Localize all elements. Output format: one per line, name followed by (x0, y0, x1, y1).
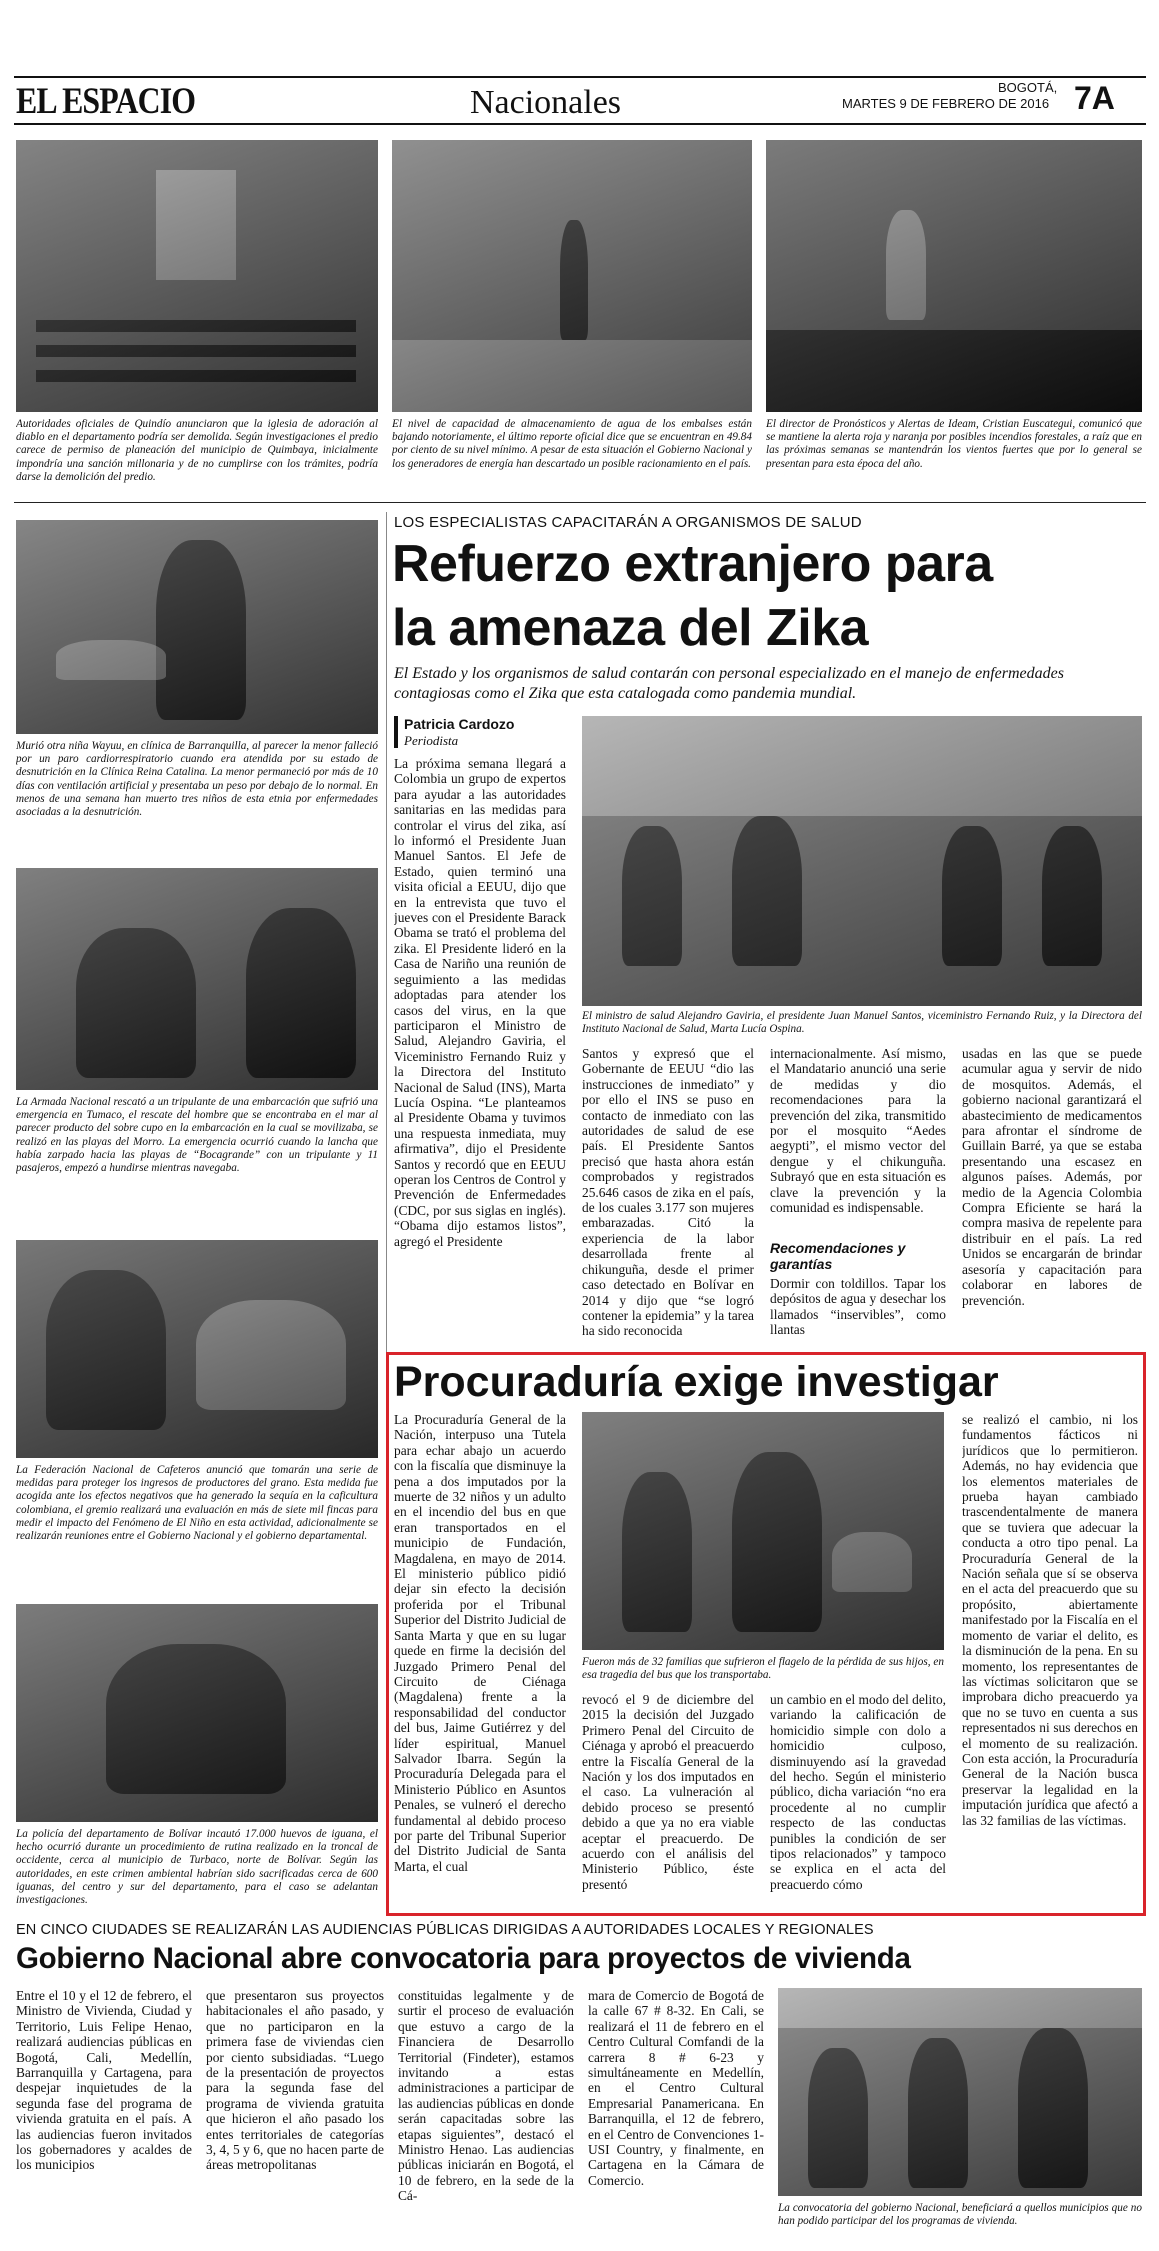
zika-deck: El Estado y los organismos de salud contarán con personal especializado en el manejo de enfermedades contagiosas como el Zika que esta catalogada como pandemia mundial. (394, 665, 1064, 702)
section-title: Nacionales (470, 84, 622, 121)
byline-role: Periodista (404, 733, 459, 748)
forest-fire-photo (766, 140, 1142, 412)
newspaper-logo: EL ESPACIO (16, 81, 196, 122)
zika-kicker: LOS ESPECIALISTAS CAPACITARÁN A ORGANISMOS DE SALUD (394, 514, 862, 531)
procuraduria-column-4: se realizó el cambio, ni los fundamentos fácticos ni jurídicos que lo permitieron. Además, no hay evidencia que los elementos materiales de prueba hayan cambiado trascendentalmente de manera que se tuviera que adecuar la conducta a otro tipo penal. La Procuraduría General de la Nación señala que sí se observa en el acta del preacuerdo que su propósito, abiertamente manifestado por la Fiscalía en el momento de variar el delito, es la disminución de la pena. En su momento, los representantes de las víctimas solicitaron que se improbara dicho preacuerdo ya que no se tuvo en cuenta a sus representados ni sus derechos en el momento de su realización. Con esta acción, la Procuraduría General de la Nación busca preservar la legalidad en la imputación jurídica que afectó a las 32 familias de las víctimas. (962, 1412, 1138, 1828)
zika-column-3b: Dormir con toldillos. Tapar los depósitos de agua y desechar los llamados “inservibles”, como llantas (770, 1276, 946, 1338)
vivienda-column-4: mara de Comercio de Bogotá de la calle 67 # 8-32. En Cali, se realizará el 11 de febrero en el Centro Cultural Comfandi de la carrera 8 # 6-23 y simultáneamente en Medellín, en el Centro Cultural Empresarial Panamericana. En Barranquilla, el 12 de febrero, en el Centro de Convenciones 1-USI Country, y finalmente, en Cartagena en la Cámara de Comercio. (588, 1988, 764, 2188)
vivienda-headline: Gobierno Nacional abre convocatoria para proyectos de vivienda (16, 1942, 911, 1975)
vivienda-kicker: EN CINCO CIUDADES SE REALIZARÁN LAS AUDIENCIAS PÚBLICAS DIRIGIDAS A AUTORIDADES LOCALES Y REGIONALES (16, 1922, 874, 1938)
section-divider (14, 502, 1146, 503)
vivienda-photo-caption: La convocatoria del gobierno Nacional, beneficiará a quellos municipios que no han podido participar del los programas de vivienda. (778, 2202, 1142, 2228)
bus-victims-photo (582, 1412, 944, 1650)
procuraduria-column-2: revocó el 9 de diciembre del 2015 la decisión del Juzgado Primero Penal del Circuito de Ciénaga y aprobó el preacuerdo entre la Fiscalía General de la Nación y los dos imputados en el caso. La vulneración al debido proceso se presentó debido a que ya no era viable aceptar el preacuerdo. De acuerdo con el análisis del Ministerio Público, éste presentó (582, 1692, 754, 1892)
zika-column-3a: internacionalmente. Así mismo, el Mandatario anunció una serie de medidas y dio recomendaciones para la prevención del zika, transmitido por el mosquito “Aedes aegypti”, el mismo vector del dengue y el chikunguña. Subrayó que en esta situación es clave la prevención y la comunidad es indispensable. (770, 1046, 946, 1216)
zika-subhead: Recomendaciones y garantías (770, 1240, 906, 1272)
procuraduria-column-1: La Procuraduría General de la Nación, interpuso una Tutela para echar abajo un acuerdo con la fiscalía que disminuye la pena a dos imputados por la muerte de 32 niños y un adulto en el incendio del bus en que eran transportados en el municipio de Fundación, Magdalena, en mayo de 2014. El ministerio público pidió dejar sin efecto la decisión proferida por el Tribunal Superior del Distrito Judicial de Santa Marta y que en su lugar quede en firme la decisión del Juzgado Primero Penal del Circuito de Ciénaga (Magdalena) frente a la responsabilidad del conductor del bus, Jaime Gutiérrez y del líder espiritual, Manuel Salvador Ibarra. Según la Procuraduría Delegada para el Ministerio Público en Asuntos Penales, se vulneró el derecho fundamental al debido proceso por parte del Tribunal Superior del Distrito Judicial de Santa Marta, el cual (394, 1412, 566, 1874)
navy-rescue-caption: La Armada Nacional rescató a un tripulante de una embarcación que sufrió una emergencia en Tumaco, el rescate del hombre que se encontraba en el mar al parecer producto del sobre cupo en la embarcación en la cual se movilizaba, se realizó en las playas del Morro. La emergencia ocurrió cuando la lancha que había zarpado hacia las playas de “Bocagrande” con un tripulante y 11 pasajeros, empezó a hundirse mientras navegaba. (16, 1096, 378, 1175)
coffee-photo (16, 1240, 378, 1458)
bus-victims-caption: Fueron más de 32 familias que sufrieron el flagelo de la pérdida de sus hijos, en esa tragedia del bus que los transportaba. (582, 1656, 944, 1682)
zika-column-2: Santos y expresó que el Gobernante de EEUU “dio las instrucciones de inmediato” y por ello el INS se puso en contacto de inmediato con las autoridades de salud de ese país. El Presidente Santos precisó que hasta ahora están comprobados y registrados 25.646 casos de zika en el país, de los cuales 3.177 son mujeres embarazadas. Citó la experiencia de la labor desarrollada frente al chikunguña, desde el primer caso detectado en Bolívar en 2014 y dijo que “se logró contener la epidemia” y la tarea ha sido reconocida (582, 1046, 754, 1339)
wayuu-child-photo (16, 520, 378, 734)
zika-photo-caption: El ministro de salud Alejandro Gaviria, el presidente Juan Manuel Santos, viceministro Fernando Ruiz, y la Directora del Instituto Nacional de Salud, Marta Lucía Ospina. (582, 1010, 1142, 1036)
zika-column-1: La próxima semana llegará a Colombia un grupo de expertos para ayudar a las autoridades sanitarias en las medidas para controlar el virus del zika, así lo informó el Presidente Juan Manuel Santos. El Jefe de Estado, quien terminó una visita oficial a EEUU, dijo que en la entrevista que tuvo el jueves con el Presidente Barack Obama se trató el problema del zika. El Presidente lideró en la Casa de Nariño una reunión de seguimiento a las medidas adoptadas para atender los casos del virus, en la que participaron el Ministro de Salud, Alejandro Gaviria, el Viceministro Fernando Ruiz y la Directora del Instituto Nacional de Salud (INS), Marta Lucía Ospina. “Le planteamos al Presidente Obama y tuvimos una respuesta inmediata, muy afirmativa”, dijo el Presidente Santos y recordó que en EEUU operan los Centros de Control y Prevención de Enfermedades (CDC, por sus siglas en inglés). “Obama dijo estamos listos”, agregó el Presidente (394, 756, 566, 1249)
procuraduria-headline: Procuraduría exige investigar (394, 1358, 999, 1406)
vivienda-column-2: que presentaron sus proyectos habitacionales el año pasado, y que no participaron en la primera fase de viviendas cien por ciento subsidiadas. “Luego de la presentación de proyectos para la segunda fase del programa de vivienda gratuita que hicieron el año pasado los entes territoriales de categorías 3, 4, 5 y 6, que no hacen parte de áreas metropolitanas (206, 1988, 384, 2173)
church-photo (16, 140, 378, 412)
masthead-bottom-rule (14, 123, 1146, 125)
zika-headline-line-1: Refuerzo extranjero para (392, 535, 993, 593)
masthead-date: MARTES 9 DE FEBRERO DE 2016 (842, 96, 1050, 111)
navy-rescue-photo (16, 868, 378, 1090)
forest-fire-caption: El director de Pronósticos y Alertas de Ideam, Cristian Euscategui, comunicó que se mantiene la alerta roja y naranja por posibles incendios forestales, a raíz que en las próximas semanas se mantendrán los vientos fuertes que por lo general se presentan para esta época del año. (766, 418, 1142, 470)
iguana-caption: La policía del departamento de Bolívar incautó 17.000 huevos de iguana, el hecho ocurrió durante un procedimiento de rutina realizado en la troncal de occidente, cerca al municipio de Turbaco, norte de Bolívar. Según las autoridades, en este crimen ambiental habrían sido sacrificadas cerca de 600 iguanas, del centro y sur del departamento, para el caso se adelantan investigaciones. (16, 1828, 378, 1907)
page-number: 7A (1074, 80, 1115, 116)
reservoir-photo (392, 140, 752, 412)
zika-column-4: usadas en las que se puede acumular agua y servir de nido de mosquitos. Además, el gobierno nacional garantizará el abastecimiento de medicamentos para afrontar el síndrome de Guillain Barré, ya que se estaba presentando una escasez en algunos países. Además, por medio de la Agencia Colombia Compra Eficiente se hará la compra masiva de repelente para distribuir en el país. La red Unidos se encargarán de brindar asesoría y capacitación para colaborar en labores de prevención. (962, 1046, 1142, 1308)
zika-headline-line-2: la amenaza del Zika (392, 599, 869, 657)
masthead-city: BOGOTÁ, (998, 80, 1058, 95)
iguana-photo (16, 1604, 378, 1822)
byline-bar (394, 716, 398, 748)
procuraduria-column-3: un cambio en el modo del delito, variando la calificación de homicidio simple con dolo a homicidio culposo, disminuyendo así la gravedad del hecho. Según el ministerio público, dicha variación “no era procedente al no cumplir respecto de las conductas punibles la condición de ser tipos relacionados” y tampoco se explica en el acta del preacuerdo cómo (770, 1692, 946, 1892)
wayuu-caption: Murió otra niña Wayuu, en clínica de Barranquilla, al parecer la menor falleció por un paro cardiorrespiratorio cuando era atendida por su estado de desnutrición en la Clínica Reina Catalina. La menor permaneció por más de 10 días con ventilación artificial y presentaba un peso por debajo de lo normal. En menos de una semana han muerto tres niños de esta etnia por enfermedades asociadas a la desnutrición. (16, 740, 378, 819)
vivienda-photo (778, 1988, 1142, 2196)
reservoir-caption: El nivel de capacidad de almacenamiento de agua de los embalses están bajando notoriamente, el último reporte oficial dice que se encuentran en 49.84 por ciento de su nivel mínimo. A pesar de esta situación el Gobierno Nacional y los generadores de energía han descartado un posible racionamiento en el país. (392, 418, 752, 470)
coffee-caption: La Federación Nacional de Cafeteros anunció que tomarán una serie de medidas para proteger los ingresos de productores del grano. Esta medida fue acogida ante los efectos negativos que ha generado la sequía en la caficultura colombiana, el gremio realizará una evaluación en más de siete mil fincas para medir el impacto del Fenómeno de El Niño en esta actividad, adicionalmente se realizarán reuniones entre el Gobierno Nacional y el gobierno departamental. (16, 1464, 378, 1543)
byline-name: Patricia Cardozo (404, 716, 515, 732)
vivienda-column-3: constituidas legalmente y de surtir el proceso de evaluación que estuvo a cargo de la Financiera de Desarrollo Territorial (Findeter), estamos invitando a estas administraciones a participar de las audiencias públicas en donde serán capacitadas sobre las etapas siguientes”, destacó el Ministro Henao. Las audiencias públicas iniciarán en Bogotá, el 10 de febrero, en la sede de la Cá- (398, 1988, 574, 2204)
vivienda-column-1: Entre el 10 y el 12 de febrero, el Ministro de Vivienda, Ciudad y Territorio, Luis Felipe Henao, realizará audiencias públicas en Bogotá, Cali, Medellín, Barranquilla y Cartagena, para despejar inquietudes de la segunda fase del programa de vivienda gratuita en el país. A las audiencias fueron invitados los gobernadores y acaldes de los municipios (16, 1988, 192, 2173)
masthead-top-rule (14, 76, 1146, 78)
zika-meeting-photo (582, 716, 1142, 1006)
church-caption: Autoridades oficiales de Quindío anunciaron que la iglesia de adoración al diablo en el departamento podría ser demolida. Según investigaciones el predio carece de permiso de planeación del municipio de Quimbaya, inicialmente impondría una sanción millonaria y de no cumplirse con los trámites, podría darse la demolición del predio. (16, 418, 378, 483)
